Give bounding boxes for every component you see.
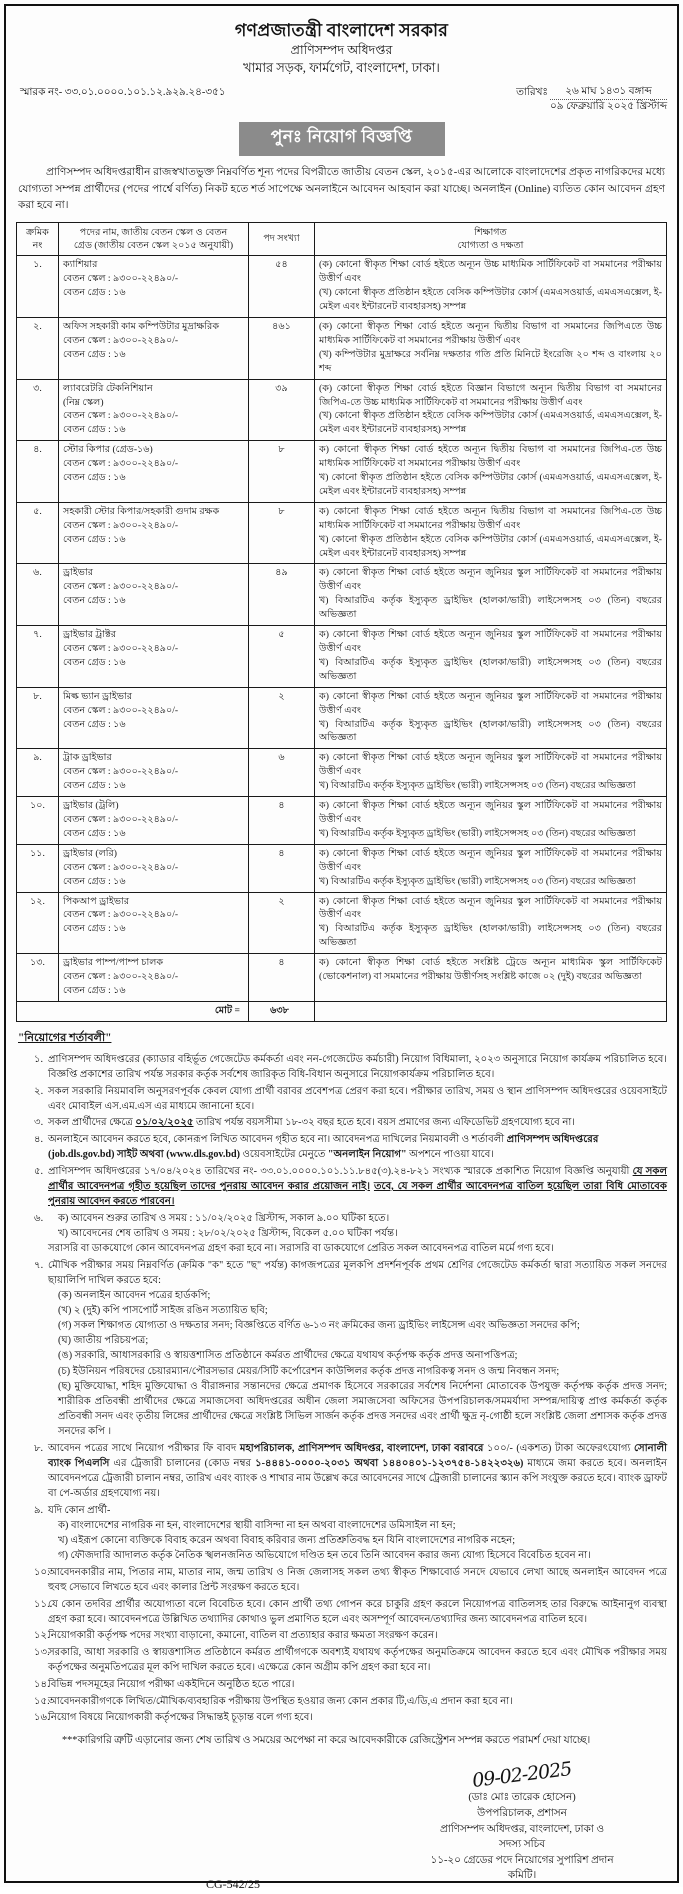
condition-underline-a: যে সকল প্রার্থীর আবেদনপত্র গৃহীত হয়েছিল তাদের পুনরায় আবেদন করার প্রয়োজন নাই। bbox=[48, 1165, 667, 1192]
total-empty bbox=[315, 1001, 667, 1021]
condition-tail: সরাসরি বা ডাকযোগে কোন আবেদনপত্র গ্রহণ করা হবে না। সরাসরি বা ডাকযোগে প্রেরিত সকল আবেদনপত্র বাতিল মর্মে গণ্য হবে। bbox=[48, 1242, 554, 1254]
table-row bbox=[17, 564, 667, 626]
date-values bbox=[550, 85, 667, 114]
cell-qualification bbox=[315, 379, 667, 441]
col-header-serial bbox=[17, 222, 59, 256]
pay-scale: বেতন স্কেল : ৯৩০০-২২৪৯০/- bbox=[63, 458, 179, 470]
memo-date-block bbox=[516, 85, 667, 114]
cell-vacancy-count: ৬ bbox=[249, 749, 315, 797]
pay-grade: বেতন গ্রেড : ১৬ bbox=[63, 718, 126, 730]
cell-post-name bbox=[59, 626, 249, 688]
qualification-line: খ) কোনো স্বীকৃত প্রতিষ্ঠান হইতে বেসিক কম্পিউটার কোর্স (এমএসওয়ার্ড, এমএসএক্সেল, ই-মেইল এবং ইন্টারনেট ব্যবহারসহ) সম্পন্ন bbox=[319, 533, 662, 559]
table-row bbox=[17, 626, 667, 688]
cell-post-name bbox=[59, 256, 249, 318]
condition-number: ৬. bbox=[34, 1212, 44, 1224]
date-label: তারিখঃ bbox=[516, 87, 548, 99]
age-cutoff-date: ০১/০২/২০২৫ bbox=[135, 1117, 194, 1129]
post-title: অফিস সহকারী কাম কম্পিউটার মুদ্রাক্ষরিক bbox=[63, 320, 220, 332]
signature-scribble: 09-02-2025 bbox=[471, 1758, 573, 1793]
condition-text: আবেদন পত্রের সাথে নিয়োগ পরীক্ষার ফি বাবদ মহাপরিচালক, প্রাণিসম্পদ অধিদপ্তর, বাংলাদেশ, ঢাকা বরাবরে ১০০/- (একশত) টাকা অফেরৎযোগ্য সোনালী ব্যাংক পিএলসি এর ট্রেজারী চালানের (কোড নম্বর ১-৪৪৪১-০০০০-২০৩১ অথবা ১৪৪০৪০১-১২৩৭৫৪-১৪২২৩২৬) মাধ্যমে জমা করতে হবে। অনলাইন আবেদনপত্রে ট্রেজারী চালান নম্বর, তারিখ এবং ব্যাংক ও শাখার নাম উল্লেখ করে আবেদনের সাথে ট্রেজারী চালানের স্ক্যান কপি সংযুক্ত করতে হবে। ব্যাংক ড্রাফট বা পে-অর্ডার গ্রহণযোগ্য নয়। bbox=[48, 1442, 668, 1500]
qualification-line: খ) কোনো স্বীকৃত প্রতিষ্ঠান হইতে বেসিক কম্পিউটার কোর্স (এমএসওয়ার্ড, এমএসএক্সেল, ই-মেইল এবং ইন্টারনেট ব্যবহারসহ) সম্পন্ন bbox=[319, 472, 662, 497]
condition-subitem: (ক) অনলাইন আবেদন পত্রের হার্ডকপি; bbox=[58, 1289, 211, 1301]
condition-text bbox=[48, 1211, 667, 1256]
table-row bbox=[17, 256, 667, 318]
post-title: ল্যাবরেটরি টেকনিশিয়ান bbox=[63, 382, 153, 394]
condition-subitem: (ঙ) সরকারি, আধাসরকারি ও স্বায়ত্তশাসিত প্রতিষ্ঠানে কর্মরত প্রার্থীদের ক্ষেত্রে যথাযথ কর্তৃপক্ষ কর্তৃক প্রদত্ত অনাপত্তিপত্র; bbox=[58, 1350, 518, 1362]
cell-serial: ১. bbox=[17, 256, 59, 318]
qualification-line: (খ) কম্পিউটার মুদ্রাক্ষরে সর্বনিম্ন দক্ষতার গতি প্রতি মিনিটে ইংরেজি ২০ শব্দ ও বাংলায় ২০ শব্দ bbox=[319, 348, 662, 374]
cell-vacancy-count: ৮ bbox=[249, 502, 315, 564]
table-row bbox=[17, 441, 667, 503]
condition-number: ২. bbox=[34, 1085, 44, 1097]
document-frame bbox=[4, 4, 679, 1892]
condition-underline-b: তবে, যে সকল প্রার্থীর আবেদনপত্র বাতিল হয়েছিল তারা বিধি মোতাবেক পুনরায় আবেদন করতে পারবেন। bbox=[48, 1180, 667, 1208]
pay-grade: বেতন গ্রেড : ১৬ bbox=[63, 923, 126, 935]
table-row bbox=[17, 844, 667, 892]
cell-vacancy-count: ৪ bbox=[249, 954, 315, 1002]
qualification-line: (খ) কোনো স্বীকৃত প্রতিষ্ঠান হইতে বেসিক কম্পিউটার কোর্স (এমএসওয়ার্ড, এমএসএক্সেল, ই-মেইল এবং ইন্টারনেট ব্যবহারসহ) সম্পন্ন bbox=[319, 287, 662, 313]
condition-item bbox=[16, 1628, 667, 1643]
condition-text: নিয়োগকারী কর্তৃপক্ষ পদের সংখ্যা বাড়ানো, কমানো, বাতিল বা প্রত্যাহার করার ক্ষমতা সংরক্ষণ করেন। bbox=[48, 1630, 438, 1642]
pay-scale: বেতন স্কেল : ৯৩০০-২২৪৯০/- bbox=[63, 519, 179, 531]
cell-qualification bbox=[315, 626, 667, 688]
intro-paragraph: প্রাণিসম্পদ অধিদপ্তরাধীন রাজস্বখাতভুক্ত নিম্নবর্ণিত শূন্য পদের বিপরীতে জাতীয় বেতন স্কেল, ২০১৫-এর আলোকে বাংলাদেশের প্রকৃত নাগরিকদের মধ্যে যোগ্যতা সম্পন্ন প্রার্থীদের (পদের পার্শ্বে বর্ণিত) নিকট হতে শর্ত সাপেক্ষে অনলাইনে আবেদন আহবান করা যাচ্ছে। অনলাইন (Online) ব্যতিত কোন আবেদন গ্রহণ করা হবে না। bbox=[18, 167, 665, 212]
pay-scale: বেতন স্কেল : ৯৩০০-২২৪৯০/- bbox=[63, 766, 179, 778]
table-row bbox=[17, 797, 667, 845]
condition-subitem: (গ) সকল শিক্ষাগত যোগ্যতা ও দক্ষতার সনদ; বিজ্ঞপ্তিতে বর্ণিত ৬-১৩ নং ক্রমিকের জন্য ড্রাইভিং লাইসেন্স এবং অভিজ্ঞতা সনদের কপি; bbox=[58, 1320, 580, 1332]
cell-vacancy-count: ৪৬১ bbox=[249, 317, 315, 379]
qualification-line: খ) বিআরটিএ কর্তৃক ইস্যুকৃত ড্রাইভিং (হালকা/ভারী) লাইসেন্সসহ ০৩ (তিন) বছরের অভিজ্ঞতা bbox=[319, 923, 662, 949]
condition-emphasis: প্রাণিসম্পদ অধিদপ্তরের bbox=[506, 1133, 599, 1145]
qualification-line: (ক) কোনো স্বীকৃত শিক্ষা বোর্ড হইতে বিজ্ঞান বিভাগে অন্যূন দ্বিতীয় বিভাগ বা সমমানের জিপিএ-তে উচ্চ মাধ্যমিক সার্টিফিকেট বা সমমানের পরীক্ষায় উত্তীর্ণ এবং bbox=[319, 382, 662, 408]
post-title: ক্যাশিয়ার bbox=[63, 259, 98, 271]
pay-scale: বেতন স্কেল : ৯৩০০-২২৪৯০/- bbox=[63, 704, 179, 716]
cell-serial: ১৩. bbox=[17, 954, 59, 1002]
qualification-line: (ক) কোনো স্বীকৃত শিক্ষা বোর্ড হইতে অন্যূন উচ্চ মাধ্যমিক সার্টিফিকেট বা সমমানের পরীক্ষায় উত্তীর্ণ এবং bbox=[319, 259, 662, 285]
total-count: ৬৩৮ bbox=[249, 1001, 315, 1021]
date-bangla: ২৬ মাঘ ১৪৩১ বঙ্গাব্দ bbox=[550, 85, 667, 100]
condition-item bbox=[16, 1677, 667, 1692]
pay-scale: বেতন স্কেল : ৯৩০০-২২৪৯০/- bbox=[63, 909, 179, 921]
application-start: ক) আবেদন শুরুর তারিখ ও সময় : ১১/০২/২০২৫ খ্রিস্টাব্দ, সকাল ৯.০০ ঘটিকা হতে। bbox=[58, 1212, 390, 1224]
conditions-list bbox=[16, 1052, 667, 1726]
condition-text: সকল প্রার্থীদের ক্ষেত্রে ০১/০২/২০২৫ তারিখ পর্যন্ত বয়সসীমা ১৮-৩২ বছর হতে হবে। বয়স প্রমাণের জন্য এফিডেভিট গ্রহণযোগ্য হবে না। bbox=[48, 1117, 575, 1129]
post-title: পিকআপ ড্রাইভার bbox=[63, 895, 130, 907]
serial-head-l2: নং bbox=[32, 239, 43, 251]
cell-qualification bbox=[315, 844, 667, 892]
condition-text: যদি কোন প্রার্থী- ক) বাংলাদেশের নাগরিক না হন, বাংলাদেশের স্থায়ী বাসিন্দা না হন অথবা বাংলাদেশের ডমিসাইল না হন; খ) এইরূপ কোনো ব্যক্তিকে বিবাহ করেন অথবা বিবাহ করিবার জন্য প্রতিশ্রুতিবদ্ধ হন যিনি বাংলাদেশের নাগরিক নহেন; গ) ফৌজদারি আদালত কর্তৃক নৈতিক স্খলনজনিত অভিযোগে দণ্ডিত হন তবে তিনি আবেদন করার জন্য যোগ্য হিসেবে বিবেচিত হবেন না। bbox=[48, 1503, 667, 1564]
condition-text: প্রাণিসম্পদ অধিদপ্তরের (ক্যাডার বহির্ভূত গেজেটেড কর্মকর্তা এবং নন-গেজেটেড কর্মচারী) নিয়োগ বিধিমালা, ২০২৩ অনুসারে নিয়োগ কার্যক্রম পরিচালিত হবে। বিজ্ঞপ্তি প্রকাশের তারিখ পর্যন্ত সরকার কর্তৃক সর্বশেষ জারিকৃত বিধি-বিধান অনুসারে নিয়োগকার্যক্রম পরিচালিত হবে। bbox=[48, 1053, 667, 1080]
condition-text: আবেদনকারীর নাম, পিতার নাম, মাতার নাম, জন্ম তারিখ ও নিজ জেলাসহ সকল তথ্য স্বীকৃত শিক্ষাবোর্ড সনদে যেভাবে লেখা আছে অনলাইন আবেদন পত্রে হুবহু সেভাবে লিখতে হবে এবং কালার প্রিন্ট সংরক্ষণ করতে হবে। bbox=[48, 1566, 667, 1594]
condition-item bbox=[16, 1597, 667, 1627]
cell-serial: ৮. bbox=[17, 687, 59, 749]
table-total-row bbox=[17, 1001, 667, 1021]
qualification-line: (খ) কোনো স্বীকৃত প্রতিষ্ঠান হইতে বেসিক কম্পিউটার কোর্স (এমএসওয়ার্ড, এমএসএক্সেল, ই-মেইল এবং ইন্টারনেট ব্যবহারসহ) সম্পন্ন bbox=[319, 410, 662, 436]
condition-item bbox=[16, 1645, 667, 1675]
cell-serial: ১২. bbox=[17, 892, 59, 954]
cell-serial: ৭. bbox=[17, 626, 59, 688]
pay-scale: বেতন স্কেল : ৯৩০০-২২৪৯০/- bbox=[63, 581, 179, 593]
date-english: ০৯ ফেব্রুয়ারি ২০২৫ খ্রিস্টাব্দ bbox=[549, 101, 667, 113]
signatory-name: (ডাঃ মোঃ তারেক হোসেন) bbox=[468, 1792, 576, 1804]
qualification-line: ক) কোনো স্বীকৃত শিক্ষা বোর্ড হইতে অন্যূন দ্বিতীয় বিভাগ বা সমমানের জিপিএ-তে উচ্চ মাধ্যমিক সার্টিফিকেট বা সমমানের পরীক্ষায় উত্তীর্ণ এবং bbox=[319, 505, 662, 531]
signature-block bbox=[16, 1758, 667, 1894]
cell-serial: ৫. bbox=[17, 502, 59, 564]
department-name: প্রাণিসম্পদ অধিদপ্তর bbox=[290, 43, 393, 58]
condition-item bbox=[16, 1441, 667, 1502]
qualification-line: খ) বিআরটিএ কর্তৃক ইস্যুকৃত ড্রাইভিং (হালকা/ভারী) লাইসেন্সসহ ০৩ (তিন) বছরের অভিজ্ঞতা bbox=[319, 595, 662, 621]
condition-text: প্রাণিসম্পদ অধিদপ্তরের ১৭/০৪/২০২৪ তারিখের নং- ৩৩.০১.০০০০.১০১.১১.৮৪৫(৩).২৪-৮২১ সংখ্যক স্মারকে প্রকাশিত নিয়োগ বিজ্ঞপ্তি অনুযায়ী যে সকল প্রার্থীর আবেদনপত্র গৃহীত হয়েছিল তাদের পুনরায় আবেদন করার প্রয়োজন নাই। তবে, যে সকল প্রার্থীর আবেদনপত্র বাতিল হয়েছিল তারা বিধি মোতাবেক পুনরায় আবেদন করতে পারবেন। bbox=[48, 1165, 667, 1208]
condition-text: সরকারি, আধা সরকারি ও স্বায়ত্তশাসিত প্রতিষ্ঠানে কর্মরত প্রার্থীগণকে অবশ্যই যথাযথ কর্তৃপক্ষের অনুমতিক্রমে আবেদন করতে হবে এবং মৌখিক পরীক্ষার সময় কর্তৃপক্ষের অনুমতিপত্রের মূল কপি দাখিল করতে হবে। এক্ষেত্রে কোন অগ্রীম কপি গ্রহণ করা হবে না। bbox=[48, 1647, 667, 1674]
condition-number: ১৬. bbox=[34, 1712, 50, 1724]
qualification-line: (ক) কোনো স্বীকৃত শিক্ষা বোর্ড হইতে অন্যূন দ্বিতীয় বিভাগ বা সমমানের জিপিএতে উচ্চ মাধ্যমিক সার্টিফিকেট বা সমমানের পরীক্ষায় উত্তীর্ণ এবং bbox=[319, 320, 662, 346]
cell-post-name bbox=[59, 441, 249, 503]
post-title: মিল্ক ভ্যান ড্রাইভার bbox=[63, 690, 133, 702]
condition-subitem: (চ) ইউনিয়ন পরিষদের চেয়ারম্যান/পৌরসভার মেয়র/সিটি কর্পোরেশন কাউন্সিলর কর্তৃক প্রদত্ত নাগরিকত্ব সনদ ও জন্ম নিবন্ধন সনদ; bbox=[58, 1365, 560, 1377]
condition-item bbox=[16, 1258, 667, 1440]
cell-serial: ৪. bbox=[17, 441, 59, 503]
cell-vacancy-count: ৫৪ bbox=[249, 256, 315, 318]
website-link[interactable]: (job.dls.gov.bd) সাইট অথবা (www.dls.gov.bd) bbox=[48, 1149, 240, 1161]
pay-grade: বেতন গ্রেড : ১৬ bbox=[63, 827, 126, 839]
pay-scale: বেতন স্কেল : ৯৩০০-২২৪৯০/- bbox=[63, 971, 179, 983]
qualification-line: খ) বিআরটিএ কর্তৃক ইস্যুকৃত ড্রাইভিং (ভারী) লাইসেন্সসহ ০৩ (তিন) বছরের অভিজ্ঞতা bbox=[319, 780, 636, 792]
qualification-line: ক) কোনো স্বীকৃত শিক্ষা বোর্ড হইতে অন্যূন জুনিয়র স্কুল সার্টিফিকেট বা সমমানের পরীক্ষায় উত্তীর্ণ এবং bbox=[319, 690, 662, 716]
pay-grade: বেতন গ্রেড : ১৬ bbox=[63, 424, 126, 436]
condition-subitem: (ছ) মুক্তিযোদ্ধা, শহিদ মুক্তিযোদ্ধা ও বীরাঙ্গনার সন্তানদের ক্ষেত্রে প্রমাণক হিসেবে সরকারের সর্বশেষ নির্দেশনা মোতাবেক উপযুক্ত কর্তৃপক্ষ কর্তৃক প্রদত্ত সনদ; শারীরিক প্রতিবন্ধী প্রার্থীদের ক্ষেত্রে সমাজসেবা অধিদপ্তরের অধীন জেলা সমাজসেবা অফিসের উপপরিচালক/সমমর্যাদা সম্পন্ন/দায়িত্ব প্রাপ্ত কর্মকর্তা কর্তৃক প্রতিবন্ধী সনদ এবং তৃতীয় লিঙ্গের প্রার্থীদের ক্ষেত্রে সংশ্লিষ্ট সিভিল সার্জন কর্তৃক প্রদত্ত সনদের এবং প্রার্থী ক্ষুদ্র নৃ-গোষ্ঠী হলে সংশ্লিষ্ট জেলা প্রশাসক কর্তৃক প্রদত্ত সনদের কপি । bbox=[58, 1380, 668, 1438]
qualification-line: ক) কোনো স্বীকৃত শিক্ষা বোর্ড হইতে অন্যূন জুনিয়র স্কুল সার্টিফিকেট বা সমমানের পরীক্ষায় উত্তীর্ণ এবং bbox=[319, 800, 662, 825]
application-end: খ) আবেদনের শেষ তারিখ ও সময় : ২৮/০২/২০২৫ খ্রিস্টাব্দ, বিকেল ৫.০০ ঘটিকা পর্যন্ত। bbox=[58, 1227, 398, 1239]
total-label: মোট = bbox=[17, 1001, 249, 1021]
condition-item bbox=[16, 1710, 667, 1725]
payee-name: মহাপরিচালক, প্রাণিসম্পদ অধিদপ্তর, বাংলাদেশ, ঢাকা বরাবরে bbox=[239, 1442, 484, 1454]
qualification-line: ক) কোনো স্বীকৃত শিক্ষা বোর্ড হইতে অন্যূন জুনিয়র স্কুল সার্টিফিকেট বা সমমানের পরীক্ষায় উত্তীর্ণ এবং bbox=[319, 752, 662, 778]
cell-qualification bbox=[315, 892, 667, 954]
cell-qualification bbox=[315, 564, 667, 626]
condition-text: যে কোন তদবির প্রার্থীর অযোগ্যতা বলে বিবেচিত হবে। কোন প্রার্থী তথ্য গোপন করে চাকুরি গ্রহণ করলে নিয়োগপত্র বাতিলসহ তার বিরুদ্ধে আইনানুগ ব্যবস্থা গ্রহণ করা হবে। আবেদনপত্রে উল্লিখিত তথ্যাদির কোথাও ভুল প্রমাণিত হলে এবং অসম্পূর্ণ আবেদন/তথ্যাদির জন্য আবেদনপত্র বাতিল হবে। bbox=[48, 1598, 667, 1625]
table-row bbox=[17, 502, 667, 564]
cell-post-name bbox=[59, 892, 249, 954]
cell-serial: ১০. bbox=[17, 797, 59, 845]
org-name: গণপ্রজাতন্ত্রী বাংলাদেশ সরকার bbox=[234, 20, 449, 40]
cell-serial: ২. bbox=[17, 317, 59, 379]
condition-number: ১. bbox=[34, 1053, 44, 1065]
condition-item bbox=[16, 1132, 667, 1162]
cell-post-name bbox=[59, 687, 249, 749]
condition-subitem: (খ) ২ (দুই) কপি পাসপোর্ট সাইজ রঙিন সত্যায়িত ছবি; bbox=[58, 1305, 268, 1317]
pay-grade: বেতন গ্রেড : ১৬ bbox=[63, 780, 126, 792]
cell-post-name bbox=[59, 844, 249, 892]
condition-number: ১২. bbox=[34, 1630, 50, 1642]
cell-vacancy-count: ২ bbox=[249, 687, 315, 749]
qualification-line: ক) কোনো স্বীকৃত শিক্ষা বোর্ড হইতে সংশ্লিষ্ট ট্রেডে অন্যূন মাধ্যমিক স্কুল সার্টিফিকেট (ভোকেশনাল) বা সমমানের পরীক্ষায় উত্তীর্ণসহ সংশ্লিষ্ট কাজে ০২ (দুই) বছরের অভিজ্ঞতা bbox=[319, 957, 662, 983]
qualification-line: খ) বিআরটিএ কর্তৃক ইস্যুকৃত ড্রাইভিং (ভারী) লাইসেন্সসহ ০৩ (তিন) বছরের অভিজ্ঞতা bbox=[319, 875, 636, 887]
condition-text: আবেদনকারীগণকে লিখিত/মৌখিক/ব্যবহারিক পরীক্ষায় উপস্থিত হওয়ার জন্য কোন প্রকার টি,এ/ডি,এ প্রদান করা হবে না। bbox=[48, 1695, 513, 1707]
table-row bbox=[17, 749, 667, 797]
post-title: ড্রাইভার ট্রাক্টর bbox=[63, 629, 117, 641]
condition-text: অনলাইনে আবেদন করতে হবে, কোনরূপ লিখিত আবেদন গৃহীত হবে না। আবেদনপত্র দাখিলের নিয়মাবলী ও শর্তাবলী প্রাণিসম্পদ অধিদপ্তরের (job.dls.gov.bd) সাইট অথবা (www.dls.gov.bd) ওয়েবসাইটের মেনুতে "অনলাইন নিয়োগ" অপশনে পাওয়া যাবে। bbox=[48, 1133, 599, 1161]
cell-vacancy-count: ৩৯ bbox=[249, 379, 315, 441]
cell-qualification bbox=[315, 441, 667, 503]
condition-number: ১৩. bbox=[34, 1647, 50, 1659]
pay-grade: বেতন গ্রেড : ১৬ bbox=[63, 287, 126, 299]
condition-item bbox=[16, 1694, 667, 1709]
post-head-l2: গ্রেড (জাতীয় বেতন স্কেল ২০১৫ অনুযায়ী) bbox=[73, 239, 234, 251]
cell-serial: ৯. bbox=[17, 749, 59, 797]
memo-row bbox=[16, 85, 667, 114]
pay-grade: বেতন গ্রেড : ১৬ bbox=[63, 533, 126, 545]
memo-number: স্মারক নং- ৩৩.০১.০০০০.১০১.১২.৯২৯.২৪-৩৫১ bbox=[20, 87, 226, 99]
pay-grade: বেতন গ্রেড : ১৬ bbox=[63, 984, 126, 996]
condition-subitem: গ) ফৌজদারি আদালত কর্তৃক নৈতিক স্খলনজনিত অভিযোগে দণ্ডিত হন তবে তিনি আবেদন করার জন্য যোগ্য হিসেবে বিবেচিত হবেন না। bbox=[58, 1550, 591, 1562]
technical-note: ***কারিগরি ত্রুটি এড়ানোর জন্য শেষ তারিখ ও সময়ের অপেক্ষা না করে আবেদকারীকে রেজিস্ট্রেশন সম্পন্ন করতে পরামর্শ দেয়া যাচ্ছে। bbox=[62, 1735, 591, 1747]
condition-item bbox=[16, 1164, 667, 1209]
post-title: ড্রাইভার (ট্রলি) bbox=[63, 800, 119, 812]
condition-number: ১০. bbox=[34, 1566, 50, 1578]
post-title: সহকারী স্টোর কিপার/সহকারী গুদাম রক্ষক bbox=[63, 505, 220, 517]
condition-subitem: খ) এইরূপ কোনো ব্যক্তিকে বিবাহ করেন অথবা বিবাহ করিবার জন্য প্রতিশ্রুতিবদ্ধ হন যিনি বাংলাদেশের নাগরিক নহেন; bbox=[58, 1535, 516, 1547]
cell-vacancy-count: ৪৯ bbox=[249, 564, 315, 626]
pay-grade: বেতন গ্রেড : ১৬ bbox=[63, 875, 126, 887]
condition-number: ৪. bbox=[34, 1133, 44, 1145]
cell-post-name bbox=[59, 749, 249, 797]
qualification-line: ক) কোনো স্বীকৃত শিক্ষা বোর্ড হইতে অন্যূন জুনিয়র স্কুল সার্টিফিকেট বা সমমানের পরীক্ষায় উত্তীর্ণ এবং bbox=[319, 629, 662, 655]
condition-text: নিয়োগ বিষয়ে নিয়োগকারী কর্তৃপক্ষের সিদ্ধান্তই চূড়ান্ত বলে গণ্য হবে। bbox=[48, 1712, 313, 1724]
qualification-line: ক) কোনো স্বীকৃত শিক্ষা বোর্ড হইতে অন্যূন জুনিয়র স্কুল সার্টিফিকেট বা সমমানের পরীক্ষায় উত্তীর্ণ এবং bbox=[319, 847, 662, 873]
condition-number: ১১. bbox=[34, 1598, 50, 1610]
qualification-line: ক) কোনো স্বীকৃত শিক্ষা বোর্ড হইতে অন্যূন জুনিয়র স্কুল সার্টিফিকেট বা সমমানের পরীক্ষায় উত্তীর্ণ এবং bbox=[319, 895, 662, 921]
cell-vacancy-count: ৮ bbox=[249, 441, 315, 503]
bank-name: সোনালী ব্যাংক পিএলসি bbox=[48, 1442, 667, 1469]
pay-grade: বেতন গ্রেড : ১৬ bbox=[63, 472, 126, 484]
condition-item bbox=[16, 1084, 667, 1114]
qualification-line: ক) কোনো স্বীকৃত শিক্ষা বোর্ড হইতে অন্যূন জুনিয়র স্কুল সার্টিফিকেট বা সমমানের পরীক্ষায় উত্তীর্ণ এবং bbox=[319, 567, 662, 593]
condition-text: মৌখিক পরীক্ষার সময় নিম্নবর্ণিত (ক্রমিক "ক" হতে "ছ" পর্যন্ত) কাগজপত্রের মূলকপি প্রদর্শনপূর্বক প্রথম শ্রেণির গেজেটেড কর্মকর্তা দ্বারা সত্যায়িত সকল সনদের ছায়ালিপি দাখিল করতে হবে: (ক) অনলাইন আবেদন পত্রের হার্ডকপি; (খ) ২ (দুই) কপি পাসপোর্ট সাইজ রঙিন সত্যায়িত ছবি; (গ) সকল শিক্ষাগত যোগ্যতা ও দক্ষতার সনদ; বিজ্ঞপ্তিতে বর্ণিত ৬-১৩ নং ক্রমিকের জন্য ড্রাইভিং লাইসেন্স এবং অভিজ্ঞতা সনদের কপি; (ঘ) জাতীয় পরিচয়পত্র; (ঙ) সরকারি, আধাসরকারি ও স্বায়ত্তশাসিত প্রতিষ্ঠানে কর্মরত প্রার্থীদের ক্ষেত্রে যথাযথ কর্তৃপক্ষ কর্তৃক প্রদত্ত অনাপত্তিপত্র; (চ) ইউনিয়ন পরিষদের চেয়ারম্যান/পৌরসভার মেয়র/সিটি কর্পোরেশন কাউন্সিলর কর্তৃক প্রদত্ত নাগরিকত্ব সনদ ও জন্ম নিবন্ধন সনদ; (ছ) মুক্তিযোদ্ধা, শহিদ মুক্তিযোদ্ধা ও বীরাঙ্গনার সন্তানদের ক্ষেত্রে প্রমাণক হিসেবে সরকারের সর্বশেষ নির্দেশনা মোতাবেক উপযুক্ত কর্তৃপক্ষ কর্তৃক প্রদত্ত সনদ; শারীরিক প্রতিবন্ধী প্রার্থীদের ক্ষেত্রে সমাজসেবা অধিদপ্তরের অধীন জেলা সমাজসেবা অফিসের উপপরিচালক/সমমর্যাদা সম্পন্ন/দায়িত্ব প্রাপ্ত কর্মকর্তা কর্তৃক প্রতিবন্ধী সনদ এবং তৃতীয় লিঙ্গের প্রার্থীদের ক্ষেত্রে সংশ্লিষ্ট সিভিল সার্জন কর্তৃক প্রদত্ত সনদের এবং প্রার্থী ক্ষুদ্র নৃ-গোষ্ঠী হলে সংশ্লিষ্ট জেলা প্রশাসক কর্তৃক প্রদত্ত সনদের কপি । bbox=[48, 1258, 667, 1440]
cell-post-name bbox=[59, 379, 249, 441]
pay-grade: বেতন গ্রেড : ১৬ bbox=[63, 348, 126, 360]
qualification-line: খ) বিআরটিএ কর্তৃক ইস্যুকৃত ড্রাইভিং (ভারী) লাইসেন্সসহ ০৩ (তিন) বছরের অভিজ্ঞতা bbox=[319, 827, 636, 839]
qualification-line: খ) বিআরটিএ কর্তৃক ইস্যুকৃত ড্রাইভিং (হালকা/ভারী) লাইসেন্সসহ ০৩ (তিন) বছরের অভিজ্ঞতা bbox=[319, 656, 662, 682]
pay-scale: বেতন স্কেল : ৯৩০০-২২৪৯০/- bbox=[63, 643, 179, 655]
condition-number: ৫. bbox=[34, 1165, 44, 1177]
cell-serial: ৩. bbox=[17, 379, 59, 441]
conditions-title: "নিয়োগের শর্তাবলী" bbox=[18, 1031, 112, 1044]
pay-scale: বেতন স্কেল : ৯৩০০-২২৪৯০/- bbox=[63, 334, 179, 346]
condition-text: বিভিন্ন পদসমূহের নিয়োগ পরীক্ষা একইদিনে অনুষ্ঠিত হতে পারে। bbox=[48, 1678, 295, 1690]
pay-scale: বেতন স্কেল : ৯৩০০-২২৪৯০/- bbox=[63, 813, 179, 825]
condition-number: ৮. bbox=[34, 1442, 44, 1454]
post-title: ড্রাইভার পাম্প/পাম্প চালক bbox=[63, 957, 164, 969]
cell-qualification bbox=[315, 797, 667, 845]
table-header-row bbox=[17, 222, 667, 256]
cell-post-name bbox=[59, 797, 249, 845]
table-row bbox=[17, 379, 667, 441]
post-title: ড্রাইভার (লরি) bbox=[63, 847, 117, 859]
cell-serial: ১১. bbox=[17, 844, 59, 892]
post-title: ট্রাক ড্রাইভার bbox=[63, 752, 112, 764]
cell-vacancy-count: ৪ bbox=[249, 844, 315, 892]
col-header-qualification bbox=[315, 222, 667, 256]
cg-code: CG-542/25 bbox=[206, 1877, 260, 1892]
col-header-count: পদ সংখ্যা bbox=[249, 222, 315, 256]
condition-item bbox=[16, 1503, 667, 1564]
pay-grade: বেতন গ্রেড : ১৬ bbox=[63, 595, 126, 607]
post-subtitle: (নিম্ন স্কেল) bbox=[63, 396, 104, 408]
condition-subitem: ক) বাংলাদেশের নাগরিক না হন, বাংলাদেশের স্থায়ী বাসিন্দা না হন অথবা বাংলাদেশের ডমিসাইল না হন; bbox=[58, 1519, 456, 1531]
condition-item bbox=[16, 1052, 667, 1082]
condition-number: ১৪. bbox=[34, 1678, 50, 1690]
pay-scale: বেতন স্কেল : ৯৩০০-২২৪৯০/- bbox=[63, 410, 179, 422]
qual-head-l2: যোগ্যতা ও দক্ষতা bbox=[457, 239, 524, 251]
cell-qualification bbox=[315, 687, 667, 749]
vacancy-table bbox=[16, 222, 667, 1022]
condition-number: ৯. bbox=[34, 1504, 44, 1516]
table-row bbox=[17, 687, 667, 749]
cell-serial: ৬. bbox=[17, 564, 59, 626]
condition-item bbox=[16, 1115, 667, 1130]
vacancy-table-body bbox=[17, 256, 667, 1021]
post-head-l1: পদের নাম, জাতীয় বেতন স্কেল ও বেতন bbox=[79, 226, 228, 238]
treasury-code: ১-৪৪৪১-০০০০-২০৩১ অথবা ১৪৪০৪০১-১২৩৭৫৪-১৪২২৩২৬) bbox=[255, 1457, 524, 1469]
table-row bbox=[17, 892, 667, 954]
post-title: স্টোর কিপার (গ্রেড-১৬) bbox=[63, 444, 153, 456]
cell-post-name bbox=[59, 954, 249, 1002]
condition-number: ৭. bbox=[34, 1259, 44, 1271]
menu-option: "অনলাইন নিয়োগ" bbox=[327, 1149, 407, 1161]
qualification-line: খ) বিআরটিএ কর্তৃক ইস্যুকৃত ড্রাইভিং (হালকা/ভারী) লাইসেন্সসহ ০৩ (তিন) বছরের অভিজ্ঞতা bbox=[319, 718, 662, 744]
condition-number: ১৫. bbox=[34, 1695, 50, 1707]
condition-item bbox=[16, 1211, 667, 1256]
col-header-post bbox=[59, 222, 249, 256]
qual-head-l1: শিক্ষাগত bbox=[474, 226, 507, 238]
signatory-office: প্রাণিসম্পদ অধিদপ্তর, বাংলাদেশ, ঢাকা ও bbox=[439, 1823, 605, 1835]
post-title: ড্রাইভার bbox=[63, 567, 94, 579]
cell-qualification bbox=[315, 954, 667, 1002]
condition-number: ৩. bbox=[34, 1117, 44, 1129]
signatory-role: সদস্য সচিব bbox=[498, 1839, 546, 1851]
cell-post-name bbox=[59, 502, 249, 564]
office-address: খামার সড়ক, ফার্মগেট, বাংলাদেশ, ঢাকা। bbox=[243, 60, 440, 75]
cell-vacancy-count: ৫ bbox=[249, 626, 315, 688]
signature bbox=[417, 1758, 627, 1884]
cell-qualification bbox=[315, 317, 667, 379]
pay-scale: বেতন স্কেল : ৯৩০০-২২৪৯০/- bbox=[63, 861, 179, 873]
page-title: পুনঃ নিয়োগ বিজ্ঞপ্তি bbox=[239, 122, 445, 156]
serial-head-l1: ক্রমিক bbox=[26, 226, 49, 238]
cell-post-name bbox=[59, 564, 249, 626]
condition-text: সকল সরকারি নিয়মাবলি অনুসরণপূর্বক কেবল যোগ্য প্রার্থী বরাবর প্রবেশপত্র প্রেরণ করা হবে। পরীক্ষার তারিখ, সময় ও স্থান প্রাণিসম্পদ অধিদপ্তরের ওয়েবসাইটে এবং মোবাইল এস.এম.এস এর মাধ্যমে জানানো হবে। bbox=[48, 1085, 667, 1112]
pay-grade: বেতন গ্রেড : ১৬ bbox=[63, 656, 126, 668]
condition-subitem: (ঘ) জাতীয় পরিচয়পত্র; bbox=[58, 1335, 149, 1347]
signatory-designation: উপপরিচালক, প্রশাসন bbox=[477, 1807, 567, 1819]
cell-qualification bbox=[315, 256, 667, 318]
cell-vacancy-count: ২ bbox=[249, 892, 315, 954]
table-row bbox=[17, 317, 667, 379]
signatory-committee: ১১-২০ গ্রেডের পদে নিয়োগের সুপারিশ প্রদান কমিটি। bbox=[430, 1854, 614, 1882]
cell-qualification bbox=[315, 502, 667, 564]
cell-qualification bbox=[315, 749, 667, 797]
cell-post-name bbox=[59, 317, 249, 379]
cell-vacancy-count: ৪ bbox=[249, 797, 315, 845]
condition-item bbox=[16, 1565, 667, 1595]
pay-scale: বেতন স্কেল : ৯৩০০-২২৪৯০/- bbox=[63, 273, 179, 285]
qualification-line: ক) কোনো স্বীকৃত শিক্ষা বোর্ড হইতে অন্যূন দ্বিতীয় বিভাগ বা সমমানের জিপিএ-তে উচ্চ মাধ্যমিক সার্টিফিকেট বা সমমানের পরীক্ষায় উত্তীর্ণ এবং bbox=[319, 444, 662, 470]
table-row bbox=[17, 954, 667, 1002]
